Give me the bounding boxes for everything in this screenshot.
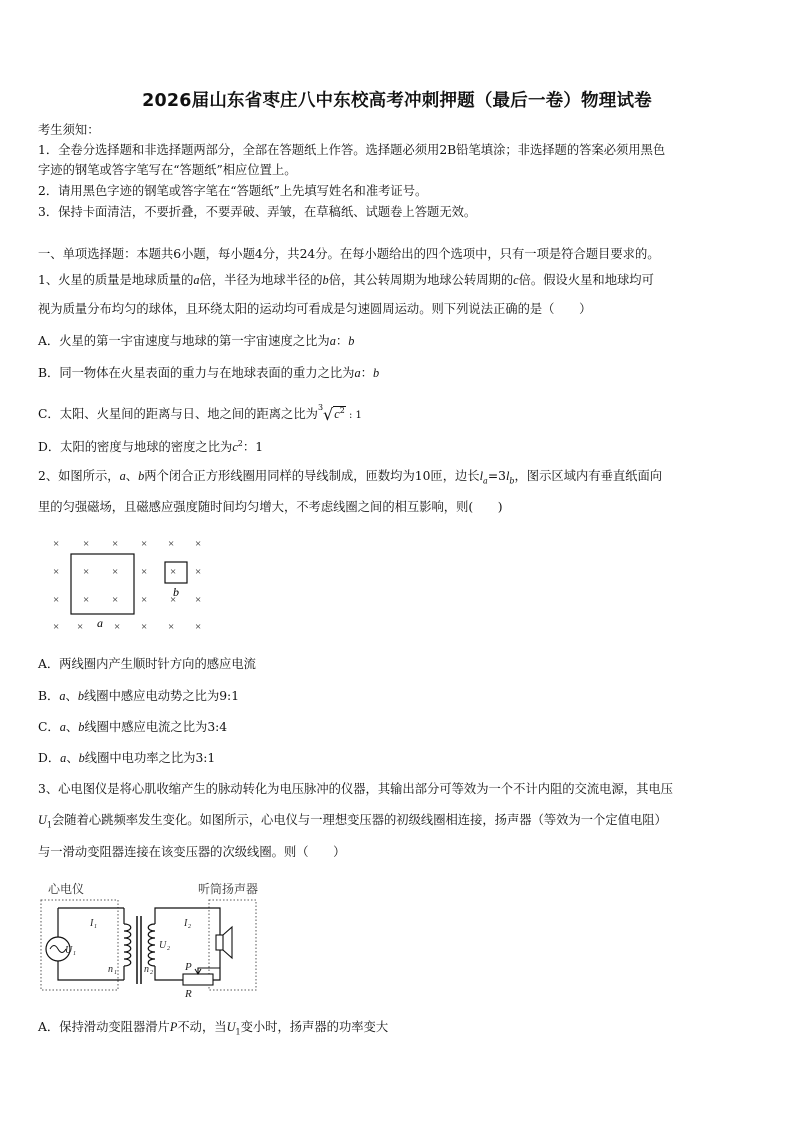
- magnetic-field-figure: [40, 530, 220, 640]
- q1-stem-line2: 视为质量分布均匀的球体，且环绕太阳的运动均可看成是匀速圆周运动。则下列说法正确的是（ ）: [38, 302, 592, 316]
- svg-text:×: ×: [112, 566, 119, 578]
- q2-option-b: B．a、b线圈中感应电动势之比为9:1: [38, 689, 240, 703]
- svg-text:1: 1: [114, 970, 117, 976]
- svg-text:U: U: [65, 945, 73, 956]
- q2-option-c: C．a、b线圈中感应电流之比为3:4: [38, 720, 228, 734]
- svg-text:×: ×: [112, 594, 119, 606]
- svg-text:×: ×: [168, 621, 175, 633]
- svg-text:×: ×: [53, 566, 60, 578]
- q1-option-c: C．太阳、火星间的距离与日、地之间的距离之比为$^3√c^2$ : 1: [38, 403, 362, 424]
- svg-text:1: 1: [94, 924, 97, 930]
- svg-text:×: ×: [195, 538, 202, 550]
- q2-option-a: A．两线圈内产生顺时针方向的感应电流: [38, 657, 256, 671]
- ecg-label: 心电仪: [48, 882, 85, 896]
- svg-text:×: ×: [83, 594, 90, 606]
- svg-text:×: ×: [195, 566, 202, 578]
- q3-option-a: A．保持滑动变阻器滑片P不动，当$U_1$变小时，扬声器的功率变大: [38, 1020, 389, 1037]
- coil-b-label: b: [173, 585, 179, 599]
- svg-text:×: ×: [195, 621, 202, 633]
- q3-stem-line3: 与一滑动变阻器连接在该变压器的次级线圈。则（ ）: [38, 845, 346, 859]
- svg-text:×: ×: [195, 594, 202, 606]
- q3-stem-line1: 3、心电图仪是将心肌收缩产生的脉动转化为电压脉冲的仪器，其输出部分可等效为一个不计内阻的交流电源，其电压: [38, 782, 673, 796]
- svg-text:×: ×: [53, 594, 60, 606]
- svg-text:2: 2: [188, 924, 191, 930]
- svg-text:2: 2: [167, 946, 170, 952]
- q2-stem-line2: 里的匀强磁场，且磁感应强度随时间均匀增大，不考虑线圈之间的相互影响，则( ): [38, 500, 503, 514]
- svg-text:U: U: [159, 940, 167, 951]
- svg-text:×: ×: [141, 621, 148, 633]
- page-title: 2026届山东省枣庄八中东校高考冲刺押题（最后一卷）物理试卷: [142, 91, 652, 111]
- q1-stem-line1: 1、火星的质量是地球质量的a倍，半径为地球半径的b倍，其公转周期为地球公转周期的c倍。假设火星和地球均可: [38, 273, 654, 287]
- svg-text:×: ×: [112, 538, 119, 550]
- svg-text:×: ×: [53, 621, 60, 633]
- svg-text:1: 1: [73, 951, 76, 957]
- notice-item-2: 2．请用黑色字迹的钢笔或答字笔在“答题纸”上先填写姓名和准考证号。: [38, 184, 428, 198]
- svg-text:×: ×: [168, 538, 175, 550]
- primary-coil: [124, 924, 131, 966]
- coil-a-label: a: [97, 616, 103, 630]
- svg-text:P: P: [185, 961, 192, 973]
- svg-text:2: 2: [150, 970, 153, 976]
- notice-item-3: 3．保持卡面清洁，不要折叠，不要弄破、弄皱，在草稿纸、试题卷上答题无效。: [38, 205, 477, 219]
- secondary-coil: [148, 924, 155, 966]
- transformer-circuit-figure: [38, 880, 268, 1000]
- q1-option-a: A．火星的第一宇宙速度与地球的第一宇宙速度之比为a：b: [38, 334, 355, 348]
- q2-stem-line1: 2、如图所示，a、b两个闭合正方形线圈用同样的导线制成，匝数均为10匝，边长$l_a=3l_b$，图示区域内有垂直纸面向: [38, 469, 663, 486]
- svg-text:×: ×: [141, 594, 148, 606]
- svg-text:×: ×: [83, 538, 90, 550]
- svg-text:I: I: [184, 918, 188, 929]
- section-heading: 一、单项选择题：本题共6小题，每小题4分，共24分。在每小题给出的四个选项中，只有一项是符合题目要求的。: [38, 247, 660, 261]
- notice-item-1: 1．全卷分选择题和非选择题两部分，全部在答题纸上作答。选择题必须用2B铅笔填涂；非选择题的答案必须用黑色: [38, 143, 666, 157]
- q1-option-b: B．同一物体在火星表面的重力与在地球表面的重力之比为a：b: [38, 366, 380, 380]
- svg-text:×: ×: [77, 621, 84, 633]
- svg-text:×: ×: [83, 566, 90, 578]
- svg-text:×: ×: [141, 538, 148, 550]
- svg-text:I: I: [90, 918, 94, 929]
- svg-text:R: R: [185, 988, 192, 1000]
- svg-text:×: ×: [141, 566, 148, 578]
- svg-text:×: ×: [170, 566, 177, 578]
- notice-heading: 考生须知：: [38, 123, 100, 137]
- speaker-icon: [216, 935, 223, 950]
- svg-text:×: ×: [170, 594, 177, 606]
- speaker-label: 听筒扬声器: [198, 882, 259, 896]
- notice-item-1-cont: 字迹的钢笔或答字笔写在“答题纸”相应位置上。: [38, 163, 297, 177]
- svg-text:n: n: [108, 964, 113, 975]
- q1-option-d: D．太阳的密度与地球的密度之比为$c^2$：1: [38, 439, 264, 455]
- svg-text:×: ×: [114, 621, 121, 633]
- coil-a: [71, 554, 134, 614]
- rheostat: [183, 974, 213, 985]
- q2-option-d: D．a、b线圈中电功率之比为3:1: [38, 751, 216, 765]
- q3-stem-line2: $U_1$会随着心跳频率发生变化。如图所示，心电仪与一理想变压器的初级线圈相连接，扬声器（等效为一个定值电阻）: [38, 813, 667, 830]
- svg-text:n: n: [144, 964, 149, 975]
- svg-text:×: ×: [53, 538, 60, 550]
